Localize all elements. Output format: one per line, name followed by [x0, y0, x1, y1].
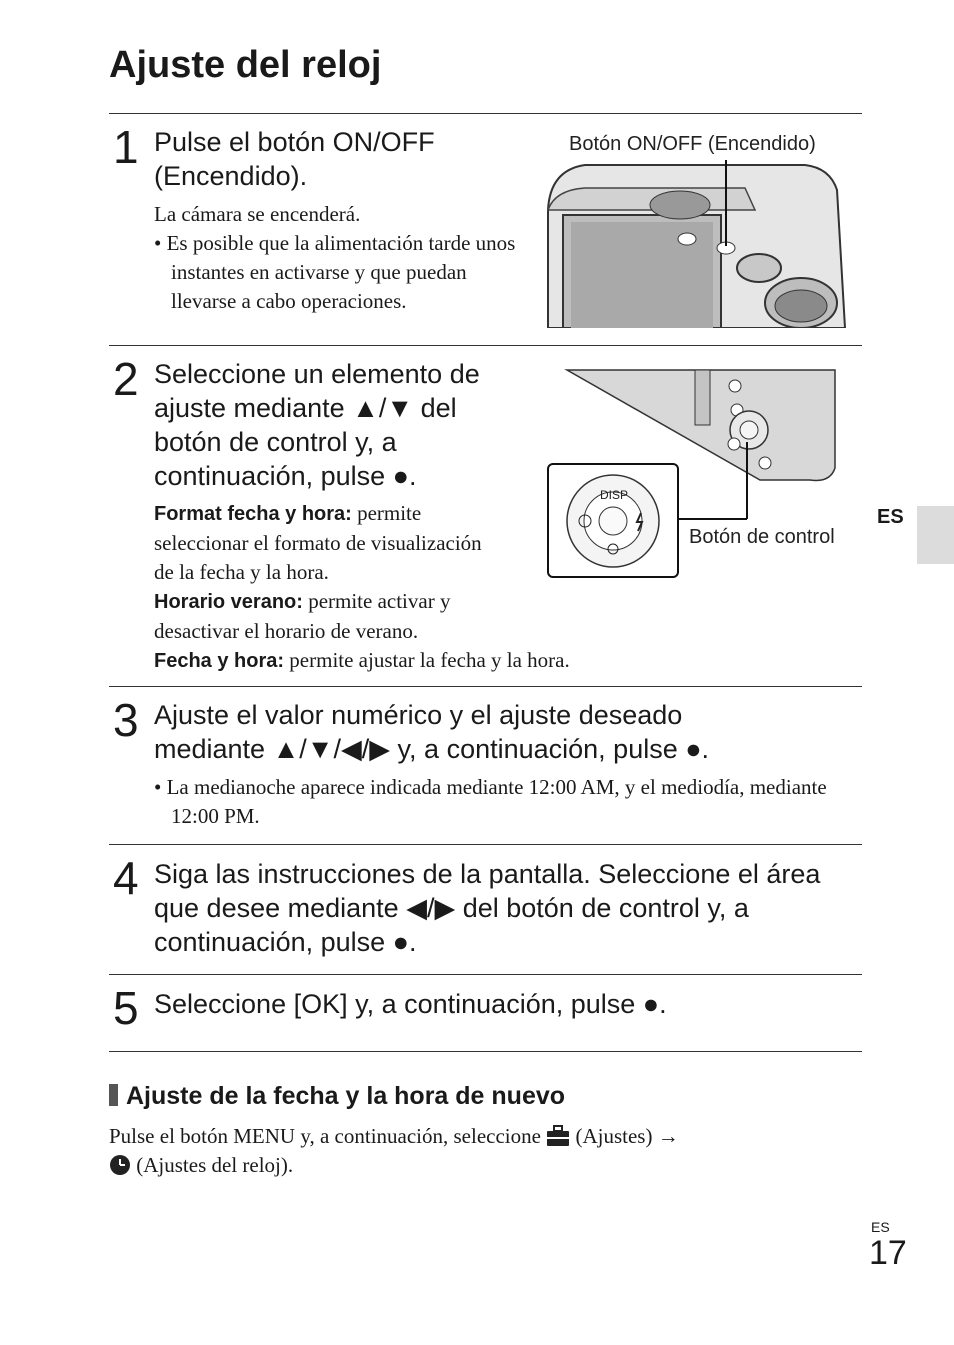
divider	[109, 1051, 862, 1052]
figure-2-caption: Botón de control	[689, 526, 835, 548]
divider	[109, 113, 862, 114]
step-1-number: 1	[113, 121, 139, 173]
divider	[109, 844, 862, 845]
divider	[109, 686, 862, 687]
figure-1-caption: Botón ON/OFF (Encendido)	[569, 133, 816, 155]
step-3-heading: Ajuste el valor numérico y el ajuste deseado mediante ▲/▼/◀/▶ y, a continuación, pulse ●.	[154, 700, 710, 764]
step-1-bullet: • Es posible que la alimentación tarde unos instantes en activarse y que puedan llevarse a cabo operaciones.	[154, 229, 529, 316]
step-4-number: 4	[113, 852, 139, 904]
divider	[109, 974, 862, 975]
section-marker	[109, 1084, 118, 1106]
clock-settings-icon	[109, 1154, 131, 1176]
subsection-text: Pulse el botón MENU y, a continuación, seleccione (Ajustes) → (Ajustes del reloj).	[109, 1124, 679, 1177]
step-2-item: Fecha y hora: permite ajustar la fecha y la hora.	[154, 648, 570, 672]
step-2-item: Horario verano: permite activar y desactivar el horario de verano.	[154, 589, 451, 643]
disp-label: DISP	[600, 488, 629, 502]
step-3-number: 3	[113, 694, 139, 746]
step-5-heading: Seleccione [OK] y, a continuación, pulse ●.	[154, 989, 667, 1019]
step-4-heading: Siga las instrucciones de la pantalla. Seleccione el área que desee mediante ◀/▶ del botón de control y, a continuación, pulse ●.	[154, 859, 821, 957]
toolbox-settings-icon	[546, 1125, 570, 1147]
step-2-item: Format fecha y hora: permite seleccionar el formato de visualización de la fecha y la hora.	[154, 501, 482, 584]
step-3-bullet: • La medianoche aparece indicada mediante 12:00 AM, y el mediodía, mediante 12:00 PM.	[154, 773, 861, 831]
divider	[109, 345, 862, 346]
step-1-heading: Pulse el botón ON/OFF (Encendido).	[154, 127, 435, 191]
step-2-heading: Seleccione un elemento de ajuste mediante ▲/▼ del botón de control y, a continuación, pulse ●.	[154, 359, 480, 491]
camera-back-figure	[545, 368, 840, 582]
footer-lang: ES	[871, 1219, 890, 1235]
step-5-number: 5	[113, 982, 139, 1034]
page-title: Ajuste del reloj	[109, 44, 382, 86]
side-tab-label: ES	[877, 506, 904, 528]
step-1-body	[154, 200, 529, 316]
camera-top-figure	[545, 160, 850, 328]
side-tab	[917, 506, 954, 564]
subsection-title: Ajuste de la fecha y la hora de nuevo	[109, 1082, 565, 1111]
page-number: 17	[869, 1234, 907, 1272]
step-1-text: La cámara se encenderá.	[154, 202, 361, 226]
step-2-number: 2	[113, 353, 139, 405]
